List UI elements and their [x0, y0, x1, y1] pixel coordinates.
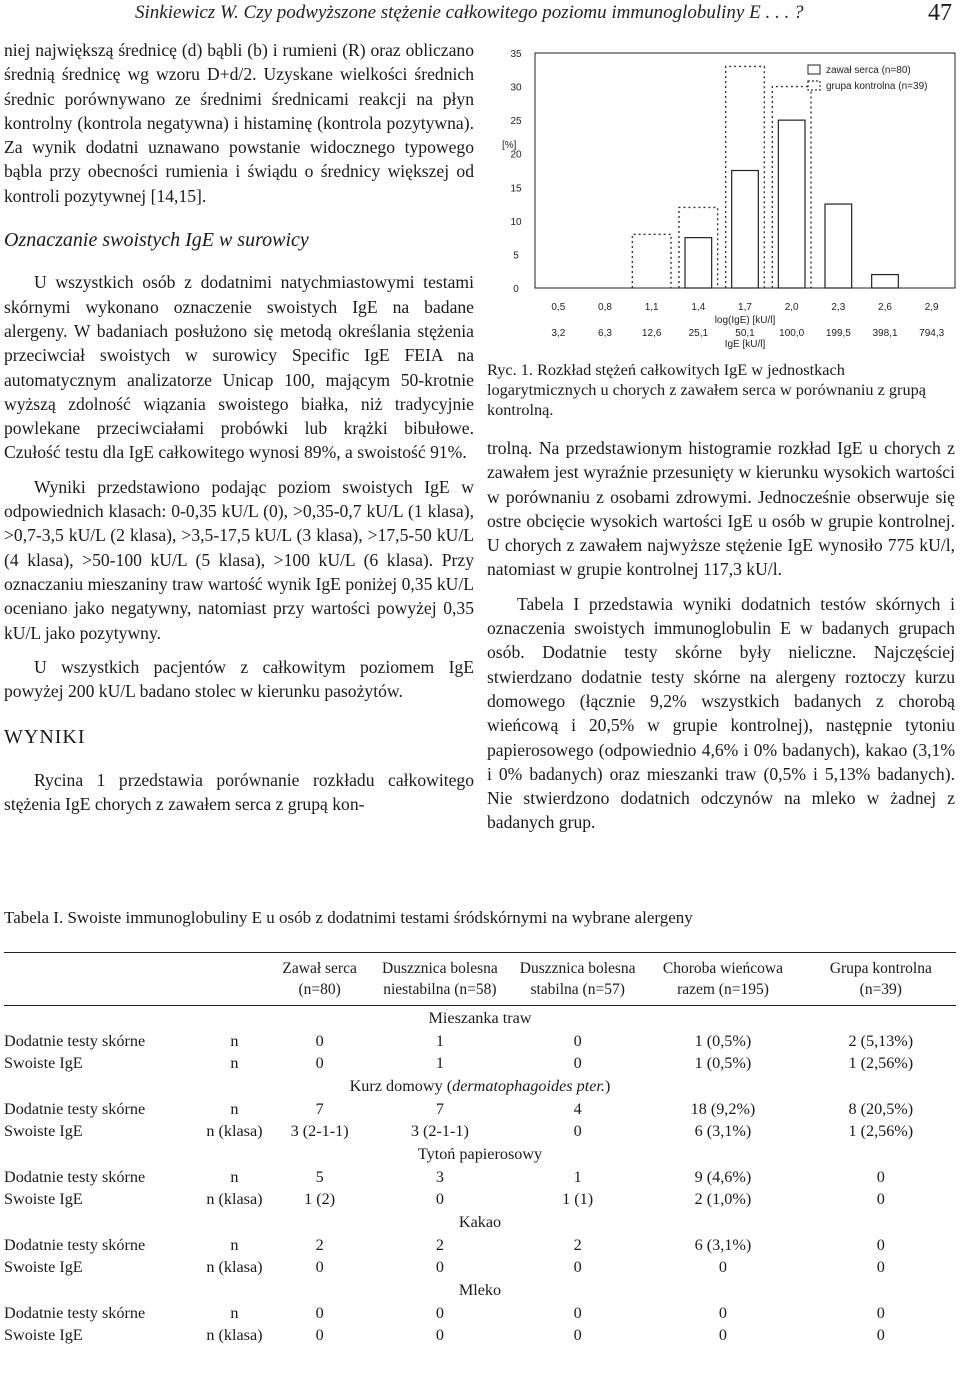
table-cell: 18 (9,2%) — [690, 1100, 756, 1118]
x-tick-label: 1,1 — [644, 302, 659, 313]
x2-tick-label: 100,0 — [779, 328, 805, 339]
row-unit: n — [230, 1236, 239, 1254]
table-cell: 0 — [573, 1258, 582, 1276]
table-row — [4, 1188, 956, 1210]
y-tick-label: 10 — [510, 216, 522, 228]
table-cell: 0 — [573, 1054, 582, 1072]
x2-tick-label: 398,1 — [872, 328, 898, 339]
row-label: Dodatnie testy skórne — [4, 1236, 146, 1254]
header-empty — [194, 953, 274, 1006]
table-cell: 3 (2-1-1) — [290, 1122, 349, 1140]
table-cell: 0 — [573, 1304, 582, 1322]
legend-label-infarct: zawał serca (n=80) — [826, 65, 911, 76]
column-header: Duszznica bolesna stabilna (n=57) — [515, 953, 640, 1006]
x-tick-label: 2,0 — [784, 302, 799, 313]
allergen-table — [4, 952, 956, 1346]
table-row — [4, 1030, 956, 1052]
table-section-row — [4, 1074, 956, 1098]
right-paragraph-1: trolną. Na przedstawionym histogramie rozkład IgE u chorych z zawałem jest wyraźnie przesunięty w kierunku wysokich wartości w porównaniu z osobami zdrowymi. Jednocześnie obserwuje się ostre obcięcie wysokich wartości IgE u osób w grupie kontrolnej. U chorych z zawałem najwyższe stężenie IgE wynosiło 775 kU/l, natomiast w grupie kontrolnej 117,3 kU/l. — [487, 438, 955, 580]
x-tick-label: 1,7 — [738, 302, 752, 313]
table-cell: 0 — [876, 1236, 885, 1254]
table-cell: 6 (3,1%) — [694, 1122, 752, 1140]
table-cell: 0 — [573, 1122, 582, 1140]
page-number: 47 — [928, 0, 952, 26]
table-row — [4, 1166, 956, 1188]
table-cell: 4 — [573, 1100, 582, 1118]
legend-label-control: grupa kontrolna (n=39) — [826, 81, 928, 92]
row-label: Dodatnie testy skórne — [4, 1032, 146, 1050]
y-tick-label: 0 — [513, 284, 519, 295]
table-cell: 0 — [876, 1190, 885, 1208]
x-axis-label: log(IgE) [kU/l] — [714, 315, 776, 326]
table-cell: 1 (0,5%) — [694, 1032, 752, 1050]
x-tick-label: 2,9 — [924, 302, 939, 313]
left-column — [4, 38, 474, 816]
table-cell: 0 — [435, 1304, 444, 1322]
table-cell: 1 (1) — [562, 1190, 594, 1208]
table-cell: 2 (1,0%) — [694, 1190, 752, 1208]
column-header: Grupa kontrolna (n=39) — [806, 953, 956, 1006]
legend-swatch-control — [808, 81, 820, 90]
x2-tick-label: 6,3 — [598, 328, 612, 339]
table-cell: 0 — [876, 1168, 885, 1186]
left-paragraph-2: U wszystkich osób z dodatnimi natychmiastowymi testami skórnymi wykonano oznaczenie swoistych IgE na badane alergeny. W badaniach posłużono się metodą określania stężenia przeciwciał swoistych w surowicy Specific IgE FEIA na automatycznym analizatorze Unicap 100, mającym 50-krotnie wyższą zdolność wiązania swoistego białka, niż tradycyjnie powlekane przeciwciałami probówki lub krążki bibułowe. Czułość testu dla IgE całkowitego wynosi 89%, a swoistość 91%. — [4, 272, 474, 463]
table-cell: 0 — [718, 1304, 728, 1322]
column-header: Choroba wieńcowa razem (n=195) — [640, 953, 805, 1006]
table-cell: 6 (3,1%) — [694, 1236, 752, 1254]
row-label: Dodatnie testy skórne — [4, 1168, 146, 1186]
row-unit: n — [230, 1304, 239, 1322]
row-unit: n — [230, 1032, 239, 1050]
table-row — [4, 1098, 956, 1120]
header-empty — [4, 953, 194, 1006]
table-row — [4, 1120, 956, 1142]
table-cell: 2 — [435, 1236, 444, 1254]
running-header: Sinkiewicz W. Czy podwyższone stężenie całkowitego poziomu immunoglobuliny E . . . ? — [135, 2, 804, 23]
table-cell: 0 — [435, 1326, 444, 1344]
table-cell: 1 — [435, 1054, 444, 1072]
row-unit: n (klasa) — [206, 1190, 263, 1208]
table-row — [4, 1256, 956, 1278]
table-cell: 0 — [315, 1032, 324, 1050]
table-cell: 0 — [718, 1258, 728, 1276]
table-cell: 0 — [573, 1326, 582, 1344]
table-row — [4, 1052, 956, 1074]
table-cell: 1 — [435, 1032, 444, 1050]
table-cell: 0 — [315, 1304, 324, 1322]
row-label: Swoiste IgE — [4, 1122, 83, 1140]
bar-infarct-7 — [872, 275, 899, 288]
histogram-svg — [490, 38, 960, 350]
table-cell: 0 — [435, 1190, 444, 1208]
table-cell: 0 — [315, 1258, 324, 1276]
y-axis-label: [%] — [502, 140, 517, 151]
table-cell: 9 (4,6%) — [694, 1168, 752, 1186]
bar-infarct-4 — [732, 171, 759, 289]
table-cell: 1 (2,56%) — [848, 1122, 914, 1140]
row-unit: n — [230, 1054, 239, 1072]
left-paragraph-5: Rycina 1 przedstawia porównanie rozkładu całkowitego stężenia IgE chorych z zawałem serca z grupą kon- — [4, 769, 474, 815]
row-unit: n (klasa) — [206, 1122, 263, 1140]
y-tick-label: 35 — [510, 49, 522, 60]
section-title: Tytoń papierosowy — [417, 1145, 543, 1163]
table-row — [4, 1324, 956, 1346]
table-header-row — [4, 953, 956, 1006]
row-unit: n — [230, 1168, 239, 1186]
section-title: Kakao — [458, 1213, 502, 1231]
results-heading: WYNIKI — [4, 726, 86, 749]
row-unit: n (klasa) — [206, 1326, 263, 1344]
x-tick-label: 0,8 — [598, 302, 612, 313]
table-cell: 2 (5,13%) — [848, 1032, 914, 1050]
y-tick-label: 30 — [510, 82, 522, 94]
table-row — [4, 1302, 956, 1324]
table-row — [4, 1234, 956, 1256]
row-label: Swoiste IgE — [4, 1190, 83, 1208]
row-unit: n — [230, 1100, 239, 1118]
table-cell: 1 (0,5%) — [694, 1054, 752, 1072]
allergen-table-grid — [4, 952, 956, 1346]
y-tick-label: 5 — [513, 250, 519, 262]
x-tick-label: 1,4 — [691, 302, 706, 313]
table-cell: 0 — [718, 1326, 728, 1344]
left-paragraph-4: U wszystkich pacjentów z całkowitym poziomem IgE powyżej 200 kU/L badano stolec w kierunku pasożytów. — [4, 656, 474, 702]
x-tick-label: 2,6 — [878, 302, 892, 313]
table-cell: 1 — [573, 1168, 582, 1186]
figure-caption: Ryc. 1. Rozkład stężeń całkowitych IgE w jednostkach logarytmicznych u chorych z zawałem serca w porównaniu z grupą kontrolną. — [487, 360, 926, 419]
x-axis-label-2: IgE [kU/l] — [724, 339, 766, 350]
bar-infarct-5 — [778, 120, 805, 288]
y-tick-label: 20 — [510, 149, 522, 161]
table-cell: 7 — [315, 1100, 324, 1118]
x2-tick-label: 199,5 — [825, 328, 851, 339]
table-title: Tabela I. Swoiste immunoglobuliny E u osób z dodatnimi testami śródskórnymi na wybrane alergeny — [4, 908, 693, 927]
subheading-specific-ige: Oznaczanie swoistych IgE w surowicy — [4, 229, 309, 252]
row-label: Swoiste IgE — [4, 1054, 83, 1072]
row-label: Swoiste IgE — [4, 1258, 83, 1276]
table-cell: 0 — [876, 1304, 885, 1322]
table-section-row — [4, 1210, 956, 1234]
table-cell: 7 — [435, 1100, 444, 1118]
x-tick-label: 2,3 — [831, 302, 846, 313]
table-cell: 3 — [435, 1168, 444, 1186]
bar-infarct-3 — [685, 238, 712, 288]
table-cell: 5 — [315, 1168, 324, 1186]
row-label: Dodatnie testy skórne — [4, 1100, 146, 1118]
section-title: Kurz domowy (dermatophagoides pter.) — [349, 1077, 611, 1095]
x2-tick-label: 794,3 — [919, 328, 945, 339]
row-unit: n (klasa) — [206, 1258, 263, 1276]
x2-tick-label: 12,6 — [641, 328, 662, 339]
section-title: Mieszanka traw — [4, 1006, 956, 1031]
table-cell: 2 — [315, 1236, 324, 1254]
table-section-row — [4, 1006, 956, 1031]
y-tick-label: 25 — [510, 116, 522, 128]
x2-tick-label: 3,2 — [551, 328, 566, 339]
section-title: Mleko — [458, 1281, 502, 1299]
column-header: Duszznica bolesna niestabilna (n=58) — [365, 953, 515, 1006]
table-cell: 0 — [315, 1326, 324, 1344]
x2-tick-label: 50,1 — [735, 328, 755, 339]
bar-control-2 — [632, 234, 671, 288]
table-cell: 0 — [876, 1326, 885, 1344]
ige-histogram-chart — [490, 38, 960, 350]
table-cell: 0 — [315, 1054, 324, 1072]
column-header: Zawał serca (n=80) — [275, 953, 365, 1006]
legend-swatch-infarct — [808, 65, 820, 74]
table-cell: 0 — [876, 1258, 885, 1276]
table-cell: 0 — [573, 1032, 582, 1050]
table-cell: 2 — [573, 1236, 582, 1254]
x-tick-label: 0,5 — [551, 302, 566, 313]
table-section-row — [4, 1278, 956, 1302]
table-cell: 3 (2-1-1) — [410, 1122, 469, 1140]
x2-tick-label: 25,1 — [688, 328, 709, 339]
right-paragraph-2: Tabela I przedstawia wyniki dodatnich testów skórnych i oznaczenia swoistych immunoglobulin E w badanych grupach osób. Dodatnie testy skórne były nieliczne. Najczęściej stwierdzano dodatnie testy skórne na alergeny roztoczy kurzu domowego (łącznie 9,2% wszystkich badanych z chorobą wieńcową i 20,5% w grupie kontrolnej), następnie tytoniu papierosowego (odpowiednio 4,6% i 0% badanych), kakao (3,1% i 0% badanych) oraz mieszanki traw (0,5% i 5,13% badanych). Nie stwierdzono dodatnich odczynów na mleko w żadnej z badanych grup. — [487, 593, 955, 833]
bar-infarct-6 — [825, 204, 852, 288]
row-label: Dodatnie testy skórne — [4, 1304, 146, 1322]
table-cell: 1 (2,56%) — [848, 1054, 914, 1072]
table-cell: 1 (2) — [304, 1190, 336, 1208]
left-paragraph-1: niej największą średnicę (d) bąbli (b) i rumieni (R) oraz obliczano średnią średnicę wg wzoru D+d/2. Uzyskane wielkości średnich średnic porównywano ze średnimi średnicami reakcji na płyn kontrolny (kontrola negatywna) i histaminę (kontrola pozytywna). Za wynik dodatni uznawano powstanie widocznego typowego bąbla przy obecności rumienia i świądu o średnicy większej od kontroli pozytywnej [14,15]. — [4, 40, 474, 206]
y-tick-label: 15 — [510, 183, 522, 195]
right-column — [487, 436, 955, 835]
table-section-row — [4, 1142, 956, 1166]
table-cell: 8 (20,5%) — [848, 1100, 914, 1118]
row-label: Swoiste IgE — [4, 1326, 83, 1344]
table-cell: 0 — [435, 1258, 444, 1276]
left-paragraph-3: Wyniki przedstawiono podając poziom swoistych IgE w odpowiednich klasach: 0-0,35 kU/L (0), >0,35-0,7 kU/L (1 klasa), >0,7-3,5 kU/L (2 klasa), >3,5-17,5 kU/L (3 klasa), >17,5-50 kU/L (4 klasa), >50-100 kU/L (5 klasa), >100 kU/L (6 klasa). Przy oznaczaniu mieszaniny traw wartość wynik IgE poniżej 0,35 kU/L oceniano jako negatywny, natomiast przy wartości powyżej 0,35 kU/L jako pozytywny. — [4, 476, 474, 643]
